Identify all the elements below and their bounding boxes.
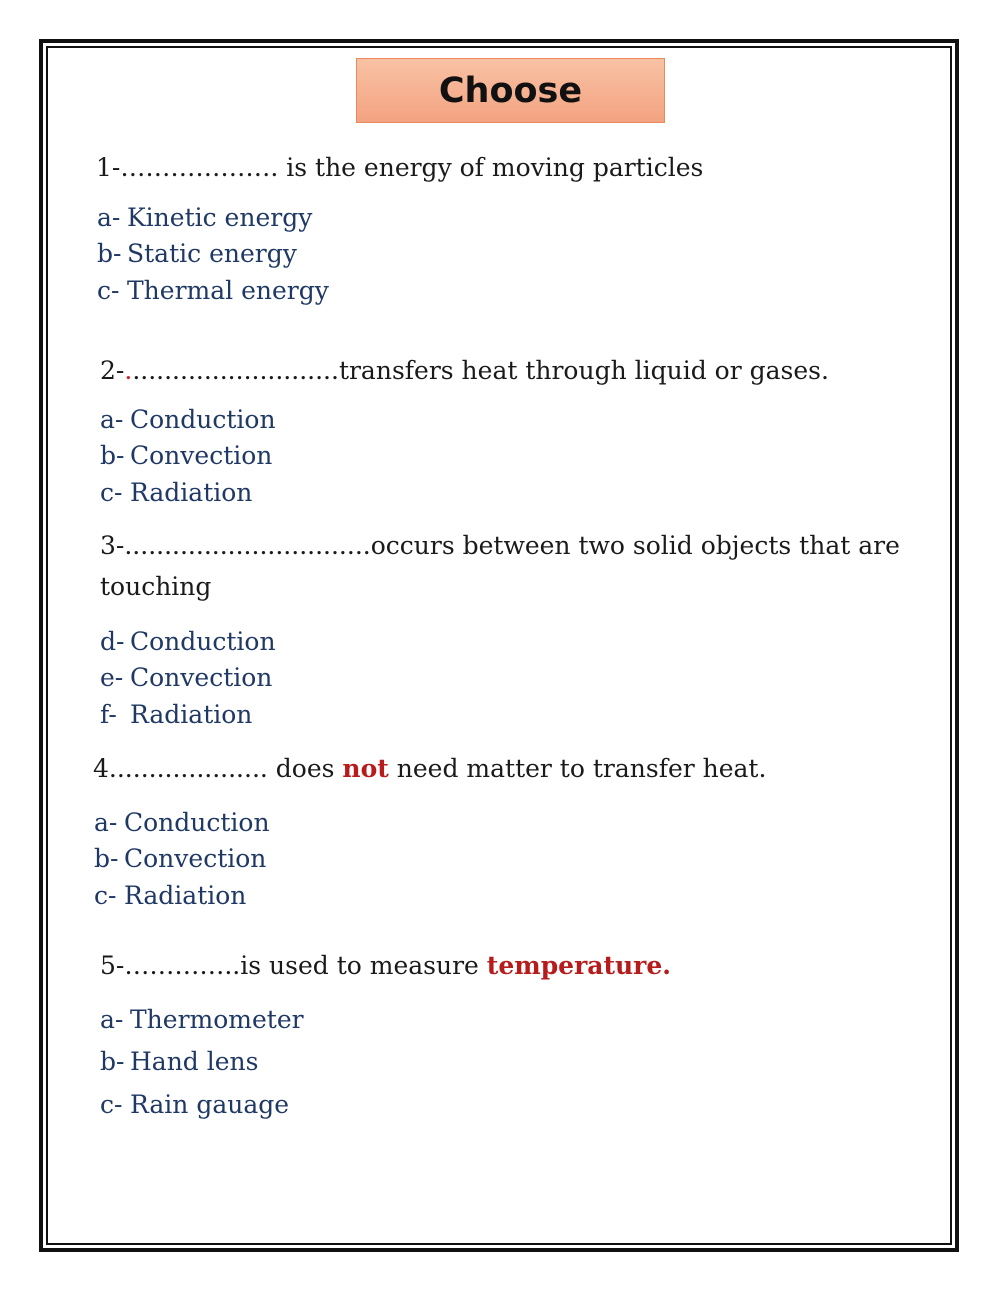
question-1-blank: 1-……………….: [96, 153, 279, 182]
option-label: Static energy: [127, 239, 297, 268]
question-2-number: 2-: [100, 356, 125, 385]
option-letter: b-: [100, 441, 125, 470]
question-1: [96, 155, 703, 180]
title-box: [356, 58, 665, 123]
option-label: Radiation: [124, 881, 247, 910]
option-letter: a-: [97, 203, 121, 232]
question-3-option-e[interactable]: [100, 665, 272, 690]
question-2: [100, 358, 829, 383]
question-3-blank: ...............................: [124, 531, 371, 560]
option-letter: d-: [100, 627, 125, 656]
question-1-option-b[interactable]: [97, 241, 297, 266]
option-letter: c-: [94, 881, 117, 910]
question-4-blank: 4....................: [93, 754, 268, 783]
option-label: Hand lens: [130, 1047, 259, 1076]
question-5-emphasis: temperature.: [486, 951, 671, 980]
question-5-option-c[interactable]: [100, 1092, 289, 1117]
question-5-option-a[interactable]: [100, 1007, 304, 1032]
question-4-text-before: does: [267, 754, 343, 783]
question-2-red-dot: .: [124, 356, 133, 385]
option-label: Radiation: [130, 700, 253, 729]
question-1-option-c[interactable]: [97, 278, 329, 303]
question-5-blank: 5-…………..: [100, 951, 241, 980]
question-4-text-after: need matter to transfer heat.: [388, 754, 767, 783]
question-3-option-f[interactable]: [100, 702, 252, 727]
option-label: Conduction: [130, 627, 276, 656]
question-4-emphasis: not: [342, 754, 389, 783]
question-2-blank: ..........................: [132, 356, 339, 385]
question-3: [100, 525, 920, 607]
question-2-text: transfers heat through liquid or gases.: [338, 356, 829, 385]
question-1-text: is the energy of moving particles: [278, 153, 704, 182]
option-letter: b-: [97, 239, 122, 268]
option-label: Thermal energy: [127, 276, 329, 305]
option-letter: a-: [100, 405, 124, 434]
question-4-option-b[interactable]: [94, 846, 266, 871]
option-letter: b-: [100, 1047, 125, 1076]
option-letter: a-: [100, 1005, 124, 1034]
option-label: Convection: [130, 441, 273, 470]
option-label: Conduction: [124, 808, 270, 837]
question-2-option-b[interactable]: [100, 443, 272, 468]
question-4-option-a[interactable]: [94, 810, 270, 835]
option-label: Thermometer: [130, 1005, 304, 1034]
question-4-option-c[interactable]: [94, 883, 246, 908]
option-label: Convection: [124, 844, 267, 873]
option-label: Convection: [130, 663, 273, 692]
option-label: Radiation: [130, 478, 253, 507]
question-5-option-b[interactable]: [100, 1049, 258, 1074]
option-label: Kinetic energy: [127, 203, 313, 232]
page-title: Choose: [438, 70, 583, 111]
question-5: [100, 953, 671, 978]
question-4: [93, 756, 766, 781]
option-letter: e-: [100, 663, 124, 692]
question-2-option-a[interactable]: [100, 407, 276, 432]
option-letter: c-: [100, 478, 123, 507]
question-2-option-c[interactable]: [100, 480, 252, 505]
question-1-option-a[interactable]: [97, 205, 312, 230]
question-3-text: occurs between two solid objects that are touching: [100, 531, 900, 601]
question-3-option-d[interactable]: [100, 629, 276, 654]
option-letter: b-: [94, 844, 119, 873]
question-5-text: is used to measure: [240, 951, 487, 980]
option-letter: a-: [94, 808, 118, 837]
option-label: Conduction: [130, 405, 276, 434]
option-letter: c-: [97, 276, 120, 305]
option-label: Rain gauage: [130, 1090, 290, 1119]
question-3-number: 3-: [100, 531, 125, 560]
option-letter: c-: [100, 1090, 123, 1119]
option-letter: f-: [100, 700, 117, 729]
